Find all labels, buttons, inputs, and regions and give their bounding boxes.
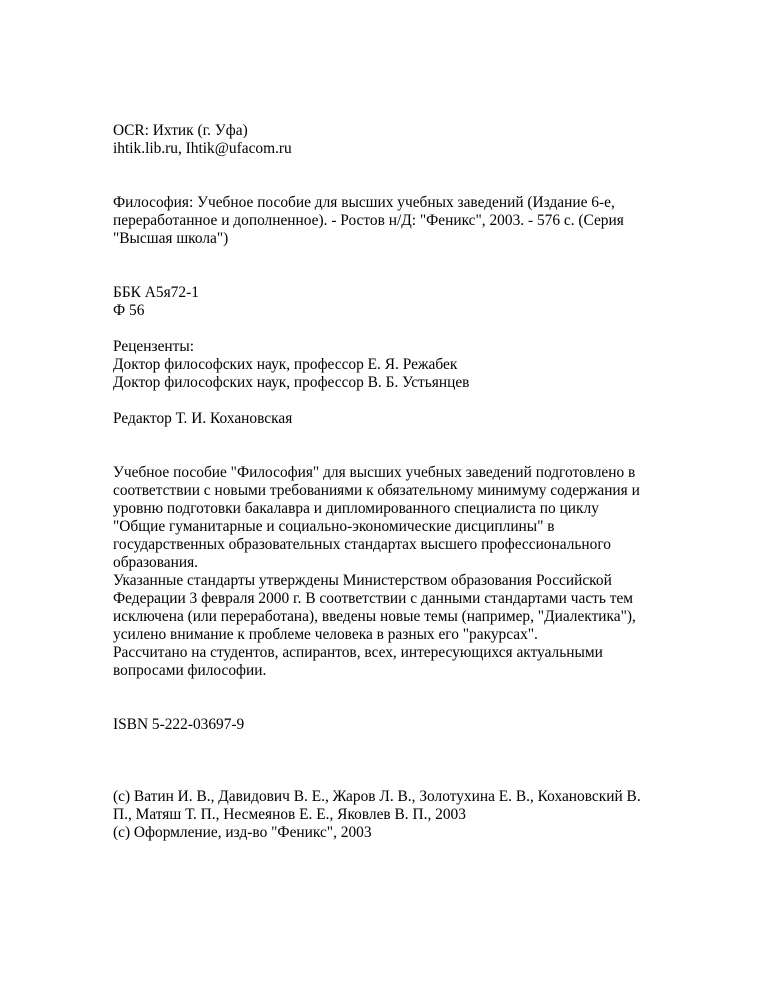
isbn-section [113, 716, 713, 734]
spacer [113, 680, 713, 716]
bbk-code: ББК А5я72-1 [113, 284, 199, 301]
reviewers-section [113, 338, 713, 392]
spacer [113, 734, 713, 770]
spacer [113, 428, 713, 464]
annotation [113, 464, 713, 680]
ocr-credit-line: OCR: Ихтик (г. Уфа) [113, 122, 248, 139]
annotation-line: Указанные стандарты утверждены Министерством образования Российской [113, 572, 612, 589]
annotation-line: образования. [113, 554, 199, 571]
annotation-line: "Общие гуманитарные и социально-экономические дисциплины" в [113, 518, 555, 535]
reviewer-entry: Доктор философских наук, профессор В. Б. Устьянцев [113, 374, 470, 391]
reviewer-entry: Доктор философских наук, профессор Е. Я. Режабек [113, 356, 458, 373]
annotation-line: усилено внимание к проблеме человека в разных его "ракурсах". [113, 626, 538, 643]
ocr-credits [113, 122, 713, 158]
spacer [113, 392, 713, 410]
copyright-line: (c) Ватин И. В., Давидович В. Е., Жаров Л. В., Золотухина Е. В., Кохановский В. [113, 788, 641, 805]
classification-codes [113, 284, 713, 320]
copyright-line: П., Матяш Т. П., Несмеянов Е. Е., Яковлев В. П., 2003 [113, 806, 466, 823]
annotation-line: соответствии с новыми требованиями к обязательному минимуму содержания и [113, 482, 640, 499]
isbn-number: ISBN 5-222-03697-9 [113, 716, 245, 733]
document-page [113, 122, 713, 842]
book-citation-line: переработанное и дополненное). - Ростов н/Д: "Феникс", 2003. - 576 с. (Серия [113, 212, 624, 229]
annotation-line: исключена (или переработана), введены новые темы (например, "Диалектика"), [113, 608, 636, 625]
annotation-line: государственных образовательных стандартах высшего профессионального [113, 536, 611, 553]
editor-line: Редактор Т. И. Кохановская [113, 410, 293, 427]
spacer [113, 320, 713, 338]
annotation-line: Рассчитано на студентов, аспирантов, всех, интересующихся актуальными [113, 644, 603, 661]
annotation-line: вопросами философии. [113, 662, 267, 679]
book-citation [113, 194, 713, 248]
book-citation-line: "Высшая школа") [113, 230, 229, 247]
author-sign-code: Ф 56 [113, 302, 145, 319]
annotation-line: Федерации 3 февраля 2000 г. В соответствии с данными стандартами часть тем [113, 590, 634, 607]
spacer [113, 248, 713, 284]
annotation-line: Учебное пособие "Философия" для высших учебных заведений подготовлено в [113, 464, 636, 481]
copyright-line: (c) Оформление, изд-во "Феникс", 2003 [113, 824, 372, 841]
annotation-line: уровню подготовки бакалавра и дипломированного специалиста по циклу [113, 500, 599, 517]
editor-section [113, 410, 713, 428]
spacer [113, 158, 713, 194]
reviewers-heading: Рецензенты: [113, 338, 194, 355]
spacer [113, 770, 713, 788]
ocr-contact-line: ihtik.lib.ru, Ihtik@ufacom.ru [113, 140, 292, 157]
copyright-section [113, 788, 713, 842]
book-citation-line: Философия: Учебное пособие для высших учебных заведений (Издание 6-е, [113, 194, 615, 211]
